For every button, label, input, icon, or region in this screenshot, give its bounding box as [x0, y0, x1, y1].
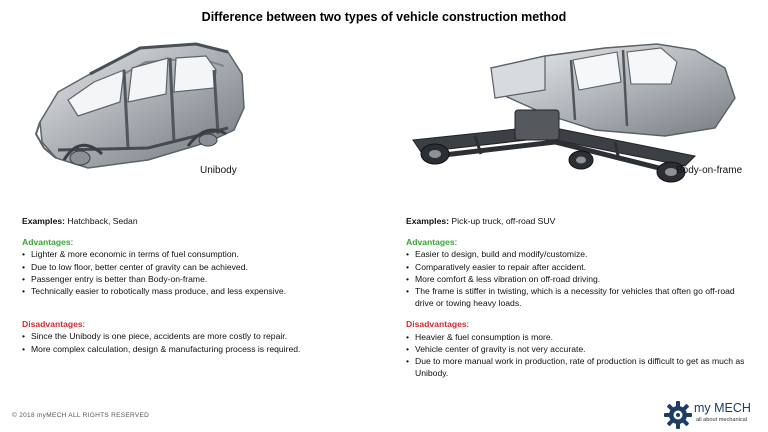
unibody-car-image — [28, 30, 253, 180]
body-on-frame-examples-label: Examples: — [406, 216, 449, 226]
body-on-frame-advantages-heading: Advantages: — [406, 237, 458, 248]
list-item: • Technically easier to robotically mass produce, and less expensive. — [22, 285, 377, 297]
unibody-details — [22, 215, 377, 355]
list-item: • The frame is stiffer in twisting, which is a necessity for vehicles that often go off-road drive or towing heavy loads. — [406, 285, 751, 309]
list-item: • Lighter & more economic in terms of fuel consumption. — [22, 248, 377, 260]
body-on-frame-advantages-label: Advantages — [406, 237, 455, 248]
list-item: • Vehicle center of gravity is not very accurate. — [406, 343, 751, 355]
body-on-frame-details — [406, 215, 751, 379]
body-on-frame-disadvantages-label: Disadvantages — [406, 319, 467, 330]
gear-icon — [663, 400, 693, 430]
unibody-examples — [22, 215, 377, 227]
mymech-logo — [663, 400, 763, 430]
list-item: • Easier to design, build and modify/customize. — [406, 248, 751, 260]
body-on-frame-examples — [406, 215, 751, 227]
body-on-frame-advantages-list — [406, 248, 751, 309]
body-on-frame-disadvantages-heading: Disadvantages: — [406, 319, 470, 330]
unibody-examples-label: Examples: — [22, 216, 65, 226]
list-item: • Heavier & fuel consumption is more. — [406, 331, 751, 343]
body-on-frame-caption: Body-on-frame — [676, 165, 743, 176]
unibody-disadvantages-label: Disadvantages — [22, 319, 83, 330]
logo-tagline: all about mechanical — [696, 417, 747, 423]
list-item: • Due to low floor, better center of gravity can be achieved. — [22, 261, 377, 273]
unibody-caption: Unibody — [200, 165, 237, 176]
unibody-examples-value: Hatchback, Sedan — [65, 216, 138, 226]
list-item: • Due to more manual work in production, rate of production is difficult to get as much as Unibody. — [406, 355, 751, 379]
unibody-advantages-heading: Advantages: — [22, 237, 74, 248]
list-item: • More comfort & less vibration on off-road driving. — [406, 273, 751, 285]
unibody-advantages-label: Advantages — [22, 237, 71, 248]
body-on-frame-disadvantages-list — [406, 331, 751, 380]
page-title: Difference between two types of vehicle construction method — [201, 10, 567, 24]
logo-name: my MECH — [694, 401, 751, 415]
body-on-frame-examples-value: Pick-up truck, off-road SUV — [449, 216, 556, 226]
unibody-disadvantages-heading: Disadvantages: — [22, 319, 86, 330]
unibody-advantages-list — [22, 248, 377, 297]
list-item: • More complex calculation, design & manufacturing process is required. — [22, 343, 377, 355]
copyright-footer: © 2018 myMECH ALL RIGHTS RESERVED — [12, 412, 150, 419]
list-item: • Comparatively easier to repair after accident. — [406, 261, 751, 273]
list-item: • Passenger entry is better than Body-on-frame. — [22, 273, 377, 285]
list-item: • Since the Unibody is one piece, accidents are more costly to repair. — [22, 330, 377, 342]
unibody-disadvantages-list — [22, 330, 377, 354]
